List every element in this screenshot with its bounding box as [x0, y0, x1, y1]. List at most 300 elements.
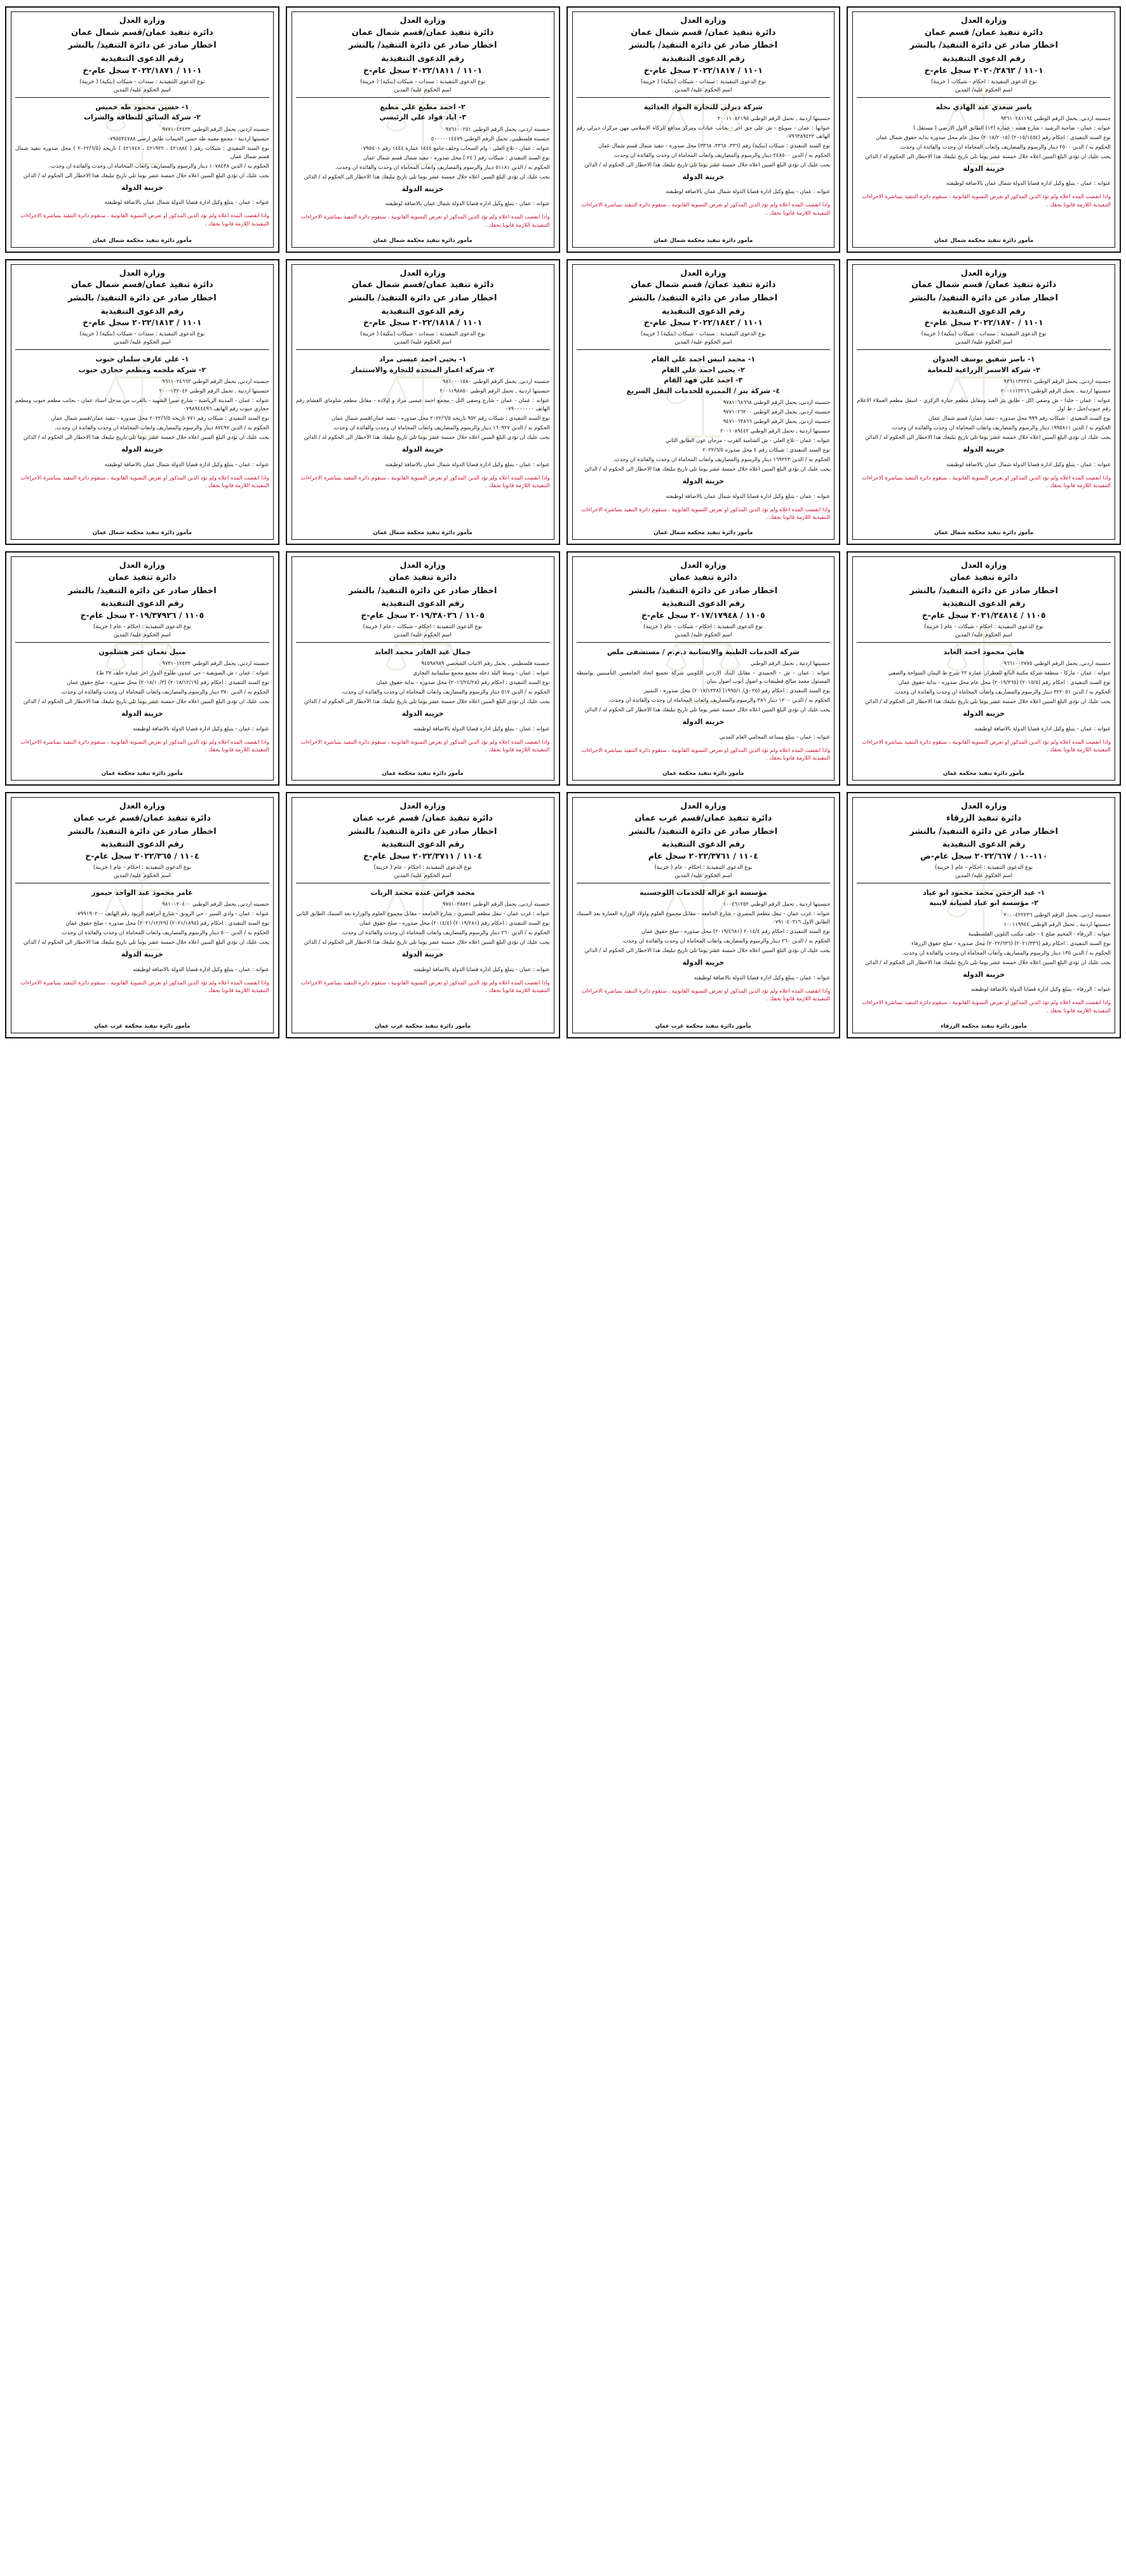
treasury-body-line: واذا انقضت المده اعلاه ولم تؤد الدين المذكور او تعرض التسوية القانونية ، ستقوم دائرة التنفيذ بمباشرة الاجراءات التنفيذية اللازمة قانونا بحقك .	[862, 474, 1111, 489]
notice-body-line: الحكوم به / الدين ١٣٥ دينار والرسوم والمصاريف واتعاب المحاماة ان وجدت والفائدة ان وجدت.	[902, 949, 1111, 956]
treasury-body-line: واذا انقضت المده اعلاه ولم تؤد الدين المذكور او تعرض التسوية القانونية ، ستقوم دائرة التنفيذ بمباشرة الاجراءات التنفيذية اللازمة قانونا بحقك .	[581, 746, 831, 761]
ministry-title: وزارة العدل	[119, 801, 166, 811]
notice-body-line: يجب عليك ان تؤدي البلغ المبين اعلاه خلال خمسة عشر يوما تلي تاريخ تبليغك هذا الاخطار الى الحكوم له / الدائن	[23, 939, 269, 946]
debtor-name	[15, 888, 269, 899]
debtor-name	[296, 888, 550, 899]
notice-body	[15, 659, 269, 707]
notice-body	[296, 659, 550, 707]
notice-body-line: يجب عليك ان تؤدي البلغ المبين اعلاه خلال خمسة عشر يوما تلي تاريخ تبليغك هذا الاخطار الى الحكوم له / الدائن	[304, 698, 550, 705]
notice-card	[847, 792, 1121, 1038]
divider	[296, 97, 550, 98]
notice-card	[847, 551, 1121, 786]
ministry-title: وزارة العدل	[960, 560, 1007, 570]
notice-body-line: نوع السند التنفيذي : شيكات رقم ٩٩٩ محل صدوره - تنفيذ عمان/ قسم شمال عمان	[928, 415, 1111, 422]
notice-body-line: نوع السند التنفيذي : شيكات رقم ٧٧١ تاريخه ٢٠٢٢/٦/٥ محل صدوره - تنفيذ عمان/قسم شمال عمان	[51, 415, 269, 422]
notice-header	[15, 560, 269, 621]
notice-body	[15, 125, 269, 181]
case-meta	[577, 330, 831, 347]
notice-body-line: يجب عليك ان تؤدي البلغ المبين اعلاه خلال خمسة عشر يوما تلي تاريخ تبليغك هذا الاخطار الى الحكوم له / الدائن	[304, 939, 550, 946]
notice-inner	[11, 11, 274, 248]
notice-body-line: نوع السند التنفيذي : شيكات رقم ( ٢٤ ) محل صدوره - تنفيذ شمال قسم شمال عمان	[363, 154, 550, 161]
case-meta	[296, 864, 550, 880]
notice-footer: مأمور دائرة تنفيذ محكمة عمان	[382, 770, 464, 777]
notice-kind: اخطار صادر عن دائرة التنفيذ/ بالنشر	[348, 41, 497, 51]
debtor-name-line: ٢- شركة السائق للنظافة والشراب	[83, 113, 201, 121]
treasury-heading: خزينة الدولة	[121, 950, 163, 959]
notice-body-line: عنوانه : عمان - تلاع العلي - ش الشامية القرب - مرجان عون الطابق الثاني	[665, 437, 831, 444]
notice-body-line: الحكوم به / الدين ٢٦٠ دينار والرسوم والمصاريف واتعاب المحاماة ان وجدت والفائدة ان وجدت.	[341, 929, 550, 936]
notice-inner	[11, 556, 274, 781]
notice-footer: مأمور دائرة تنفيذ محكمة غرب عمان	[94, 1023, 191, 1030]
ministry-title: وزارة العدل	[680, 15, 727, 25]
case-meta-line: نوع الدعوى التنفيذية : احكام - عام ( خزينة)	[935, 864, 1033, 871]
notice-body-line: الحكوم به / الدين ٥٠٠ دينار والرسوم والمصاريف واتعاب المحاماة ان وجدت والفائدة ان وجدت.	[60, 929, 269, 936]
case-title-label: رقم الدعوى التنفيذية	[381, 839, 464, 849]
case-meta	[857, 330, 1111, 347]
notice-footer: مأمور دائرة تنفيذ محكمة عمان	[662, 770, 744, 777]
notice-body-line: عنوانه : عمان - ش الصويفية - حي عبدون طلوع الدوار اخر عمارة خلف ٣٧ ط٤	[96, 669, 269, 676]
notice-body-line: نوع السند التنفيذي : احكام رقم ٢٠١٤/٤ (٢٠١٩/٤٦٨١) محل صدوره - صلح حقوق عمان	[641, 928, 831, 935]
notice-footer: مأمور دائرة تنفيذ محكمة غرب عمان	[375, 1023, 471, 1030]
debtor-name-line: شركة الخدمات الطبية والانسانية ذ.م.م / مستشفى ملص	[607, 647, 800, 656]
debtor-name-line: ٢- احمد مطيع علي مطيع	[380, 102, 466, 111]
case-meta	[15, 623, 269, 640]
treasury-body-line: واذا انقضت المده اعلاه ولم تؤد الدين المذكور او تعرض التسوية القانونية ، ستقوم دائرة التنفيذ بمباشرة الاجراءات التنفيذية اللازمة قانونا بحقك .	[581, 201, 831, 217]
case-meta-line: اسم الحكوم عليه/ المدين	[394, 631, 452, 638]
debtor-name	[577, 647, 831, 658]
debtor-name	[296, 647, 550, 658]
case-meta	[15, 78, 269, 95]
treasury-body-line: واذا انقضت المده اعلاه ولم تؤد الدين المذكور او تعرض التسوية القانونية ، ستقوم دائرة التنفيذ بمباشرة الاجراءات التنفيذية اللازمة قانونا بحقك .	[581, 506, 831, 521]
notice-header	[296, 15, 550, 76]
notice-body	[577, 398, 831, 474]
case-meta-line: اسم الحكوم عليه/ المدين	[674, 86, 732, 93]
notice-body-line: جنسيته اردني, يحمل الرقم الوطني ٩٧٧١٠٤٢٤٣٢	[162, 125, 269, 132]
treasury-body	[296, 719, 550, 759]
notice-body-line: نوع السند التنفيذي : احكام رقم (٢٠٢١/١٨٩٤) (٢٠٢١/١٢/٢٩) محل صدوره - صلح حقوق عمان	[65, 920, 269, 927]
treasury-body-line: واذا انقضت المده اعلاه ولم تؤد الدين المذكور او تعرض التسوية القانونية ، ستقوم دائرة التنفيذ بمباشرة الاجراءات التنفيذية اللازمة قانونا بحقك .	[20, 738, 269, 753]
notice-inner	[572, 797, 835, 1033]
notice-body-line: جنسيته اردني, يحمل الرقم الوطني ٩٣٦١٠٢٨١١٩٤	[1001, 115, 1111, 121]
case-number: ١١٠٤ / ٢٠٢٢/٣٦٥ سجل عام-خ	[85, 851, 199, 861]
notice-body-line: نوع السند التنفيذي : احكام رقم (٢٠٢١/٣٣٦) (٢٠٢٢/٦٣٦) محل صدوره - صلح حقوق الزرقاء	[911, 939, 1111, 946]
case-meta-line: نوع الدعوى التنفيذية : سندات - شيكات (بنكية) ( خزينة)	[79, 78, 205, 85]
notice-body-line: عنوانه : عمان - تلاع العلي - وام الصحاب وخلف جامع ١٤٤٤ عمارة ١٤٤٤ رقم ٠٧٩٥٥٠١	[360, 144, 550, 151]
treasury-body-line: عنوانه : عمان - يتبلغ وكيل ادارة قضايا الدولة شمال عمان بالاضافة لوظيفته	[385, 199, 550, 206]
notice-header	[577, 560, 831, 621]
notice-body-line: عنوانها : عمان - سويلح - ش على جق اخر - بجانب عيادات ومركز مدافع للزكاة الاسلامي مهن مركزك ديرلي رقم الهاتف ٠٧٩٦٣٨٩٤٢٢	[576, 124, 831, 140]
treasury-body-line: عنوانه : عمان - يتبلغ وكيل ادارة قضايا الدولة شمال عمان بالاضافة لوظيفته	[946, 180, 1111, 187]
case-meta-line: نوع الدعوى التنفيذية : احكام - شيكات - عام ( خزينة)	[643, 623, 763, 630]
case-meta-line: نوع الدعوى التنفيذية : احكام - عام ( خزينة)	[373, 864, 472, 871]
notice-body-line: عنوانه : عمان - ش - الحميدي - مقابل البنك الاردني الكويتي شركة تجميع اتحاد الجامعيين التأمينيين بواسطة المسئول معمد صالح قطيشات و اصول أبوب اصول بنيان	[576, 669, 831, 685]
notice-kind: اخطار صادر عن دائرة التنفيذ/ بالنشر	[68, 826, 217, 836]
notice-inner	[852, 797, 1115, 1033]
case-meta	[296, 78, 550, 95]
treasury-body	[577, 486, 831, 527]
divider	[15, 349, 269, 350]
notice-kind: اخطار صادر عن دائرة التنفيذ/ بالنشر	[909, 293, 1058, 304]
notice-body-line: نوع السند التنفيذي : احكام رقم (٢٠١٥/١٤٥٤) (٢٠١٨/٢٠١٥) محل عام محل صدوره بدايه حقوق شمال عمان	[876, 134, 1111, 141]
notice-body	[577, 114, 831, 170]
notice-kind: اخطار صادر عن دائرة التنفيذ/ بالنشر	[629, 41, 778, 51]
notice-body-line: جنسيته اردني, يحمل الرقم الوطني ٩٧٣١٠١٢٤٣٢	[162, 660, 269, 667]
notice-footer: مأمور دائرة تنفيذ محكمة شمال عمان	[92, 237, 192, 244]
notice-kind: اخطار صادر عن دائرة التنفيذ/ بالنشر	[348, 293, 497, 304]
notice-kind: اخطار صادر عن دائرة التنفيذ/ بالنشر	[629, 826, 778, 836]
notice-header	[15, 801, 269, 862]
ministry-title: وزارة العدل	[119, 560, 166, 570]
notice-body-line: نوع السند التنفيذي : احكام رقم (٢٠١٨/١٢/١٩) (٢٠١٨/١٠/٣) محل صدوره - صلح حقوق عمان	[67, 679, 269, 686]
department-title: دائرة تنفيذ عمان	[108, 573, 177, 583]
case-title-label: رقم الدعوى التنفيذية	[381, 53, 464, 63]
notice-header	[296, 268, 550, 329]
treasury-body-line: عنوانه : عمان - يتبلغ وكيل ادارة قضايا الدولة شمال عمان بالاضافة لوظيفته	[666, 492, 831, 499]
case-meta-line: اسم الحكوم عليه/ المدين	[394, 86, 452, 93]
treasury-body-line: عنوانه : عمان - يتبلغ وكيل ادارة قضايا الدولة بالاضافة لوظيفته	[694, 974, 831, 981]
notice-footer: مأمور دائرة تنفيذ محكمة شمال عمان	[92, 530, 192, 537]
case-title-label: رقم الدعوى التنفيذية	[100, 598, 184, 608]
notice-body-line: يجب عليك ان تؤدي البلغ المبين اعلاه خلال خمسة عشر يوما تلي تاريخ تبليغك هذا الاخطار الى الحكوم له / الدائن	[584, 161, 831, 168]
notice-body-line: الحكوم به / الدين ٨٧٤٩٧ دينار والرسوم والمصاريف واتعاب المحاماة ان وجدت والفائدة ان وجدت.	[55, 424, 269, 431]
notice-body-line: جنسيتها اردنية - مجمع معينه طه حسن الخيمات طابق ارضي ٠٧٩٥٥٣٤٧٨٨	[107, 135, 269, 142]
notice-inner	[572, 556, 835, 781]
case-meta	[15, 864, 269, 880]
treasury-heading: خزينة الدولة	[682, 958, 725, 967]
notice-inner	[852, 11, 1115, 248]
case-meta-line: نوع الدعوى التنفيذية : احكام - شيكات ( خزينة)	[931, 78, 1037, 85]
debtor-name-line: هاني محمود احمد العابد	[943, 647, 1024, 656]
notice-body-line: نوع السند التنفيذي : شيكات رقم ٩٥٢ تاريخه ٢٠٢٢/٦/٥ محل صدوره - تنفيذ عمان/قسم شمال عمان	[331, 415, 550, 422]
divider	[296, 642, 550, 643]
treasury-heading: خزينة الدولة	[963, 970, 1005, 979]
notice-body-line: نوع السند التنفيذي : احكام رقم (٢٥ -ق/ ١٩٩٥/١) (٢٠١٧/١٣٣٨) محل صدوره - التمييز	[644, 687, 831, 694]
treasury-heading: خزينة الدولة	[401, 709, 444, 718]
debtor-name-line: ٣- احمد علي فهد القام	[664, 376, 743, 385]
notice-body-line: الحكوم به / الدين ١٠٧٨٤٣٨ دينار والرسوم والمصاريف واتعاب المحاماة ان وجدت والفائدة ان وجدت.	[49, 162, 269, 169]
case-meta-line: اسم الحكوم عليه/ المدين	[674, 339, 732, 346]
notice-card	[5, 6, 279, 253]
debtor-name	[15, 102, 269, 123]
case-meta-line: اسم الحكوم عليه/ المدين	[394, 872, 452, 879]
treasury-body-line: عنوانه : عمان - يتبلغ وكيل ادارة قضايا الدولة بالاضافة لوظيفته	[974, 725, 1111, 732]
case-title-label: رقم الدعوى التنفيذية	[942, 598, 1026, 608]
department-title: دائرة تنفيذ عمان	[669, 573, 737, 583]
debtor-name	[296, 354, 550, 375]
case-meta	[857, 864, 1111, 880]
notice-header	[15, 15, 269, 76]
department-title: دائرة تنفيذ عمان	[389, 573, 457, 583]
case-title-label: رقم الدعوى التنفيذية	[662, 53, 745, 63]
ministry-title: وزارة العدل	[399, 560, 446, 570]
notice-card	[5, 259, 279, 546]
ministry-title: وزارة العدل	[399, 267, 446, 278]
notice-body-line: الحكوم به / الدين ١٦٩٢٢٣ دينار والرسوم والمصاريف واتعاب المحاماة ان وجدت والفائدة ان وجدت.	[613, 456, 831, 463]
debtor-name-line: ١- ناصر شفيق يوسف العدوان	[932, 355, 1035, 364]
notice-card	[566, 551, 841, 786]
case-number: ١١٠١ / ٢٠٢٢/١٨٤٢ سجل عام-خ	[643, 318, 763, 328]
treasury-body-line: عنوانه : عمان - يتبلغ وكيل ادارة قضايا الدولة شمال عمان بالاضافة لوظيفته	[104, 460, 269, 467]
treasury-body-line: عنوانه : عمان - يتبلغ وكيل ادارة قضايا الدولة شمال عمان بالاضافة لوظيفته	[104, 198, 269, 205]
debtor-name-line: ١- يحيى احمد عيسى مراد	[379, 355, 467, 364]
notice-kind: اخطار صادر عن دائرة التنفيذ/ بالنشر	[348, 586, 497, 596]
ministry-title: وزارة العدل	[399, 15, 446, 25]
case-meta	[296, 623, 550, 640]
notice-body-line: جنسيته اردني, يحمل الرقم الوطني ٩٣٦١١٣٢٢٤١	[1003, 378, 1111, 385]
case-meta	[577, 78, 831, 95]
case-meta-line: اسم الحكوم عليه/ المدين	[113, 872, 171, 879]
treasury-body-line: عنوانه : عمان - يتبلغ وكيل ادارة قضايا الدولة بالاضافة لوظيفته	[133, 965, 269, 972]
notice-body-line: عنوانه : الزرقاء - المخيم صلح ٤ - خلف مكتب التلوين الفلسطينية	[968, 930, 1111, 937]
department-title: دائرة تنفيذ عمان/قسم شمال عمان	[351, 27, 494, 37]
debtor-name	[857, 647, 1111, 658]
treasury-body	[296, 194, 550, 234]
divider	[577, 97, 831, 98]
ministry-title: وزارة العدل	[119, 267, 166, 278]
treasury-heading: خزينة الدولة	[682, 718, 725, 727]
case-number: ١١٠٤ / ٢٠٢٢/٣٧٦١ سجل عام	[648, 851, 758, 861]
debtor-name-line: ٢- شركة ملجمه ومطعم حجازي حبوب	[78, 365, 206, 374]
notice-footer: مأمور دائرة تنفيذ محكمة عمان	[101, 770, 183, 777]
debtor-name-line: ١- عبد الرحمن محمد محمود ابو عياد	[922, 888, 1045, 897]
treasury-body-line: عنوانه : عمان - يتبلغ وكيل ادارة قضايا الدولة بالاضافة لوظيفته	[413, 725, 550, 732]
notice-body-line: جنسيتها اردنية , تحمل الرقم الوطني ٢٠٠١١٩٨٨٥٠	[439, 387, 550, 394]
notice-kind: اخطار صادر عن دائرة التنفيذ/ بالنشر	[68, 586, 217, 596]
ministry-title: وزارة العدل	[680, 267, 727, 278]
treasury-body-line: عنوانه : عمان - يتبلغ وكيل ادارة قضايا الدولة شمال عمان بالاضافة لوظيفته	[946, 460, 1111, 467]
debtor-name	[857, 102, 1111, 113]
notice-header	[296, 801, 550, 862]
notice-body-line: الحكوم به / الدين ٣٢٢٠٥١ دينار والرسوم والمصاريف واتعاب المحاماة ان وجدت والفائدة ان وجدت.	[894, 688, 1111, 695]
notice-body-line: يجب عليك ان تؤدي البلغ المبين اعلاه خلال خمسة عشر يوما تلي تاريخ تبليغك هذا الاخطار الى الحكوم له / الدائن	[865, 434, 1111, 441]
notice-body-line: جنسيته اردني, يحمل الرقم الوطني ٩٦٦١٠٠٢٧٧٥	[1003, 660, 1111, 667]
case-meta	[857, 623, 1111, 640]
treasury-body-line: عنوانه : عمان - يتبلغ وكيل ادارة قضايا الدولة بالاضافة لوظيفته	[133, 725, 269, 732]
case-number: ١١٠٥ / ٢٠١٩/٣٧٩٢٦ سجل عام-خ	[80, 610, 204, 621]
case-title-label: رقم الدعوى التنفيذية	[100, 839, 184, 849]
case-meta	[577, 864, 831, 880]
treasury-body	[296, 960, 550, 1000]
case-number: ١١٠-١٠ / ٢٠٢٢/٦٦٧ سجل عام-ص	[920, 851, 1048, 861]
notice-body-line: يجب عليك ان تؤدي البلغ المبين اعلاه خلال خمسة عشر يوما تلي تاريخ تبليغك هذا الاخطار الى الحكوم له / الدائن	[23, 434, 269, 441]
notice-kind: اخطار صادر عن دائرة التنفيذ/ بالنشر	[629, 293, 778, 304]
ministry-title: وزارة العدل	[680, 560, 727, 570]
notice-body	[857, 659, 1111, 707]
case-meta	[296, 330, 550, 347]
case-meta-line: نوع الدعوى التنفيذية : سندات - شيكات (بنكية) ( خزينة)	[79, 331, 205, 338]
debtor-name	[296, 102, 550, 123]
notice-header	[577, 801, 831, 862]
case-meta-line: نوع الدعوى التنفيذية : سندات - شيكات (بنكية) ( خزينة)	[360, 78, 486, 85]
divider	[857, 642, 1111, 643]
notice-footer: مأمور دائرة تنفيذ محكمة الزرقاء	[941, 1023, 1027, 1030]
treasury-heading: خزينة الدولة	[401, 445, 444, 454]
notice-body-line: نوع السند التنفيذي : شيكات (بنكية) رقم (٣٣٦، ٣٣٦٨، ٣٣٦٨) محل صدوره - تنفيذ شمال قسم شمال عمان	[598, 142, 831, 149]
case-number: ١١٠٥ / ٢٠٢١/٢٤٨١٤ سجل عام-خ	[922, 610, 1046, 621]
debtor-name-line: جمال عبد القادر محمد العابد	[374, 647, 471, 656]
treasury-heading: خزينة الدولة	[682, 173, 725, 182]
case-title-label: رقم الدعوى التنفيذية	[100, 305, 184, 316]
ministry-title: وزارة العدل	[960, 15, 1007, 25]
department-title: دائرة تنفيذ عمان/قسم شمال عمان	[71, 27, 213, 37]
notice-inner	[852, 556, 1115, 781]
treasury-body	[577, 727, 831, 767]
case-meta-line: اسم الحكوم عليه/ المدين	[674, 631, 732, 638]
notice-body-line: يجب عليك ان تؤدي البلغ المبين اعلاه خلال خمسة عشر يوما تلي تاريخ تبليغك هذا الاخطار الى الحكوم له / الدائن	[865, 958, 1111, 965]
case-meta-line: نوع الدعوى التنفيذية : احكام - شيكات - عام ( خزينة)	[363, 623, 483, 630]
notice-kind: اخطار صادر عن دائرة التنفيذ/ بالنشر	[909, 586, 1058, 596]
case-number: ١١٠١ / ٢٠٢٢/١٨١١ سجل عام-خ	[363, 65, 483, 75]
case-meta-line: نوع الدعوى التنفيذية : احكام - شيكات - عام ( خزينة)	[924, 623, 1044, 630]
case-meta-line: نوع الدعوى التنفيذية : سندات - شيكات (بنكية) ( خزينة)	[640, 78, 766, 85]
case-meta-line: اسم الحكوم عليه/ المدين	[113, 86, 171, 93]
notice-inner	[292, 797, 554, 1033]
notice-card	[566, 259, 841, 546]
treasury-body-line: واذا انقضت المده اعلاه ولم تؤد الدين المذكور او تعرض التسوية القانونية ، ستقوم دائرة التنفيذ بمباشرة الاجراءات التنفيذية اللازمة قانونا بحقك .	[300, 738, 550, 753]
treasury-body	[296, 455, 550, 495]
debtor-name-line: ٢- شركة اعمار المتحدة للتجارة والاستثمار	[351, 365, 495, 374]
debtor-name-line: شركة ديرلي للتجارة المواد الغذائية	[643, 102, 763, 111]
treasury-body	[577, 182, 831, 222]
case-number: ١١٠٥ / ٢٠١٧/١٧٩٤٨ سجل عام-خ	[641, 610, 765, 621]
notice-body-line: عنوانه : عمان - المدينة الرياضية - شارع صبرا الشهيد - بالقرب من مدخل استاد عمان - بجانب مطعم حبوب ومطعم حجازي حبوب رقم الهاتف ٠٧٩٨٩٤٤٤٩٦	[15, 397, 269, 412]
notice-card	[5, 792, 279, 1038]
case-meta-line: نوع الدعوى التنفيذية : احكام - عام ( خزينة)	[654, 864, 753, 871]
notice-body-line: جنسيته اردني, يحمل الرقم الوطني ٩٦١١٠٢٤٦٦٢	[162, 378, 269, 385]
notice-footer: مأمور دائرة تنفيذ محكمة شمال عمان	[653, 530, 753, 537]
treasury-body-line: عنوانه : عمان - يتبلغ مساعد المحامي العام المدني	[719, 733, 831, 740]
notice-footer: مأمور دائرة تنفيذ محكمة شمال عمان	[934, 530, 1034, 537]
treasury-body-line: واذا انقضت المده اعلاه ولم تؤد الدين المذكور او تعرض التسوية القانونية ، ستقوم دائرة التنفيذ بمباشرة الاجراءات التنفيذية اللازمة قانونا بحقك .	[862, 738, 1111, 753]
notice-footer: مأمور دائرة تنفيذ محكمة شمال عمان	[373, 237, 473, 244]
debtor-name-line: ٢- شركة الاسمر الزراعية للمعامة	[927, 365, 1040, 374]
notice-body-line: الحكوم به / الدين ٢٥٠٠ دينار والرسوم والمصاريف واتعاب المحاماة ان وجدت والفائدة ان وجدت.	[899, 144, 1111, 151]
notice-body	[577, 659, 831, 715]
notice-inner	[292, 556, 554, 781]
notice-body	[15, 377, 269, 443]
notice-body-line: جنسيتها اردنية , تحمل الرقم الوطني ١٠٠١١٩٩٤٤	[1003, 920, 1111, 927]
treasury-heading: خزينة الدولة	[963, 445, 1005, 454]
treasury-body	[15, 719, 269, 759]
notice-body-line: يجب عليك ان تؤدي البلغ المبين اعلاه خلال خمسة عشر يوما تلي تاريخ تبليغك هذا الاخطار الى الحكوم له / الدائن	[584, 706, 831, 713]
case-meta-line: نوع الدعوى التنفيذية : سندات - شيكات (بنكية) ( خزينة)	[640, 331, 766, 338]
notice-inner	[11, 797, 274, 1033]
debtor-name-line: ٢- يحيى احمد علي القام	[661, 365, 745, 374]
debtor-name-line: ١- محمد انيس احمد علي القام	[651, 355, 756, 364]
notice-kind: اخطار صادر عن دائرة التنفيذ/ بالنشر	[629, 586, 778, 596]
department-title: دائرة تنفيذ عمان/قسم غرب عمان	[73, 814, 211, 824]
notice-body-line: الحكوم به / الدين ٥١١٨١ دينار والرسوم والمصاريف واتعاب المحاماة ان وجدت والفائدة ان وجدت.	[335, 163, 550, 170]
ministry-title: وزارة العدل	[960, 801, 1007, 811]
notice-header	[577, 15, 831, 76]
treasury-body-line: عنوانه : عمان - يتبلغ وكيل ادارة قضايا الدولة شمال عمان بالاضافة لوظيفته	[385, 460, 550, 467]
notice-body-line: يجب عليك ان تؤدي البلغ المبين اعلاه خلال خمسة عشر يوما تلي تاريخ تبليغك هذا الاخطار الى الحكوم له / الدائن	[304, 173, 550, 180]
notice-body-line: عنوانه : غرب عمان - تبعل مطعم المصري - شارع الجامعه - مقابل مجموع العلوم والوزارة بعد السمك الطابق الثاني	[296, 910, 550, 917]
treasury-body-line: واذا انقضت المده اعلاه ولم تؤد الدين المذكور او تعرض التسوية القانونية ، ستقوم دائرة التنفيذ بمباشرة الاجراءات التنفيذية اللازمة قانونا بحقك .	[300, 213, 550, 228]
notice-body-line: الحكوم به / الدين ٣٧٠ دينار والرسوم والمصاريف واتعاب المحاماة ان وجدت والفائدة ان وجدت.	[60, 688, 269, 695]
notice-body-line: جنسيتها اردنية , تحمل الرقم الوطني ٢٠٠١١٠٨٢١٩٥	[717, 115, 831, 121]
notice-body-line: نوع السند التنفيذي : احكام رقم (٢٠١٥/٥) (٢٠١٩/٣٦٥) محل عام محل صدوره - بداية حقوق عمان	[898, 679, 1111, 686]
treasury-heading: خزينة الدولة	[963, 709, 1005, 718]
department-title: دائرة تنفيذ عمان/قسم غرب عمان	[634, 814, 772, 824]
case-number: ١١٠١ / ٢٠٢٠/٢٨٦٢ سجل عام-خ	[924, 65, 1043, 75]
notice-inner	[852, 264, 1115, 540]
ministry-title: وزارة العدل	[399, 801, 446, 811]
case-meta-line: اسم الحكوم عليه/ المدين	[955, 872, 1013, 879]
department-title: دائرة تنفيذ عمان/قسم شمال عمان	[71, 280, 213, 290]
treasury-heading: خزينة الدولة	[121, 445, 163, 454]
notice-card	[5, 551, 279, 786]
treasury-body-line: عنوانه : عمان - يتبلغ وكيل ادارة قضايا الدولة شمال عمان بالاضافة لوظيفته	[666, 188, 831, 195]
divider	[577, 349, 831, 350]
treasury-body	[15, 960, 269, 1000]
notice-inner	[572, 264, 835, 540]
notice-card	[847, 259, 1121, 546]
treasury-heading: خزينة الدولة	[121, 709, 163, 718]
notice-body-line: جنسيتها اردنية , تحمل الرقم الوطني ٢٠٠١٠٨٩٤٤٢	[720, 427, 831, 434]
treasury-body	[15, 455, 269, 495]
case-meta-line: اسم الحكوم عليه/ المدين	[113, 339, 171, 346]
ministry-title: وزارة العدل	[960, 267, 1007, 278]
treasury-body-line: عنوانه : عمان - يتبلغ وكيل ادارة قضايا الدولة بالاضافة لوظيفته	[413, 965, 550, 972]
ministry-title: وزارة العدل	[119, 15, 166, 25]
notice-body-line: عنوانه : عمان - خلدا - ش وصفي اكل - طابق بئر العبد ومقابل مطعم جبارة الركزي - اسفل مطعم العملاء الاعلام رقم جنوب/جبل - ط اول	[857, 397, 1111, 412]
department-title: دائرة تنفيذ عمان	[949, 573, 1018, 583]
notice-card	[286, 6, 560, 253]
case-number: ١١٠١ / ٢٠٢٢/١٨١٧ سجل عام-خ	[643, 65, 763, 75]
case-meta-line: اسم الحكوم عليه/ المدين	[955, 631, 1013, 638]
treasury-body-line: واذا انقضت المده اعلاه ولم تؤد الدين المذكور او تعرض التسوية القانونية ، ستقوم دائرة التنفيذ بمباشرة الاجراءات التنفيذية اللازمة قانونا بحقك .	[20, 979, 269, 994]
notice-kind: اخطار صادر عن دائرة التنفيذ/ بالنشر	[68, 293, 217, 304]
debtor-name	[15, 647, 269, 658]
case-meta-line: نوع الدعوى التنفيذية : احكام - عام ( خزينة)	[93, 623, 191, 630]
notice-footer: مأمور دائرة تنفيذ محكمة شمال عمان	[373, 530, 473, 537]
department-title: دائرة تنفيذ عمان/ قسم عمان	[925, 27, 1043, 37]
notice-kind: اخطار صادر عن دائرة التنفيذ/ بالنشر	[909, 41, 1058, 51]
case-meta-line: اسم الحكوم عليه/ المدين	[674, 872, 732, 879]
notice-body-line: الحكوم به / الدين ١٢٠٠ دينار ٣٨٦ والرسوم والمصاريف واتعاب المحاماة ان وجدت والفائدة ان وجدت.	[608, 697, 831, 704]
case-title-label: رقم الدعوى التنفيذية	[942, 53, 1026, 63]
notice-body-line: يجب عليك ان تؤدي البلغ المبين اعلاه خلال خمسة عشر يوما تلي تاريخ تبليغك هذا الاخطار الى الحكوم له / الدائن	[584, 947, 831, 954]
treasury-heading: خزينة الدولة	[401, 184, 444, 193]
department-title: دائرة تنفيذ عمان/ قسم شمال عمان	[911, 280, 1057, 290]
notice-body	[296, 377, 550, 443]
notice-body-line: جنسيته اردني, يحمل الرقم الوطني ٩٧٦١٠٠٢٥١	[445, 125, 550, 132]
notice-body-line: يجب عليك ان تؤدي البلغ المبين اعلاه خلال خمسة عشر يوما تلي تاريخ تبليغك هذا الاخطار الى الحكوم له / الدائن	[584, 466, 831, 473]
department-title: دائرة تنفيذ عمان/ قسم غرب عمان	[352, 814, 493, 824]
notice-body-line: جنسيته اردني, يحمل الرقم الوطني ٩٧٧١٠٢٦٢٠٠	[723, 408, 831, 415]
notice-card	[566, 6, 841, 253]
notice-body-line: يجب عليك ان تؤدي البلغ المبين اعلاه خلال خمسة عشر يوما تلي تاريخ تبليغك هذا الاخطار الى الحكوم له / الدائن	[304, 434, 550, 441]
notice-body-line: الحكوم به / الدين ٢٦٠ دينار والرسوم والمصاريف واتعاب المحاماة ان وجدت والفائدة ان وجدت.	[621, 937, 831, 944]
notice-footer: مأمور دائرة تنفيذ محكمة شمال عمان	[653, 237, 753, 244]
notice-kind: اخطار صادر عن دائرة التنفيذ/ بالنشر	[909, 826, 1058, 836]
treasury-body-line: عنوانه : الزرقاء - يتبلغ وكيل ادارة قضايا الدولة بالاضافة لوظيفته	[970, 986, 1111, 993]
case-meta-line: اسم الحكوم عليه/ المدين	[955, 339, 1013, 346]
notice-header	[857, 15, 1111, 76]
case-meta-line: اسم الحكوم عليه/ المدين	[394, 339, 452, 346]
notice-body	[577, 900, 831, 956]
case-title-label: رقم الدعوى التنفيذية	[662, 839, 745, 849]
notice-body-line: عنوانه : عمان - وسط البلد دخله مجمع مجمع سليمانية التجاري	[413, 669, 550, 676]
notice-inner	[572, 11, 835, 248]
notice-body-line: جنسيتها اردنية , تحمل الرقم الوطني ١٠٠٤٦١٢٥٢	[723, 901, 831, 908]
notice-card	[286, 792, 560, 1038]
treasury-body	[857, 719, 1111, 759]
notice-header	[857, 560, 1111, 621]
treasury-body	[857, 455, 1111, 495]
case-meta-line: نوع الدعوى التنفيذية : سندات - شيكات (بنكية) ( خزينة)	[360, 331, 486, 338]
